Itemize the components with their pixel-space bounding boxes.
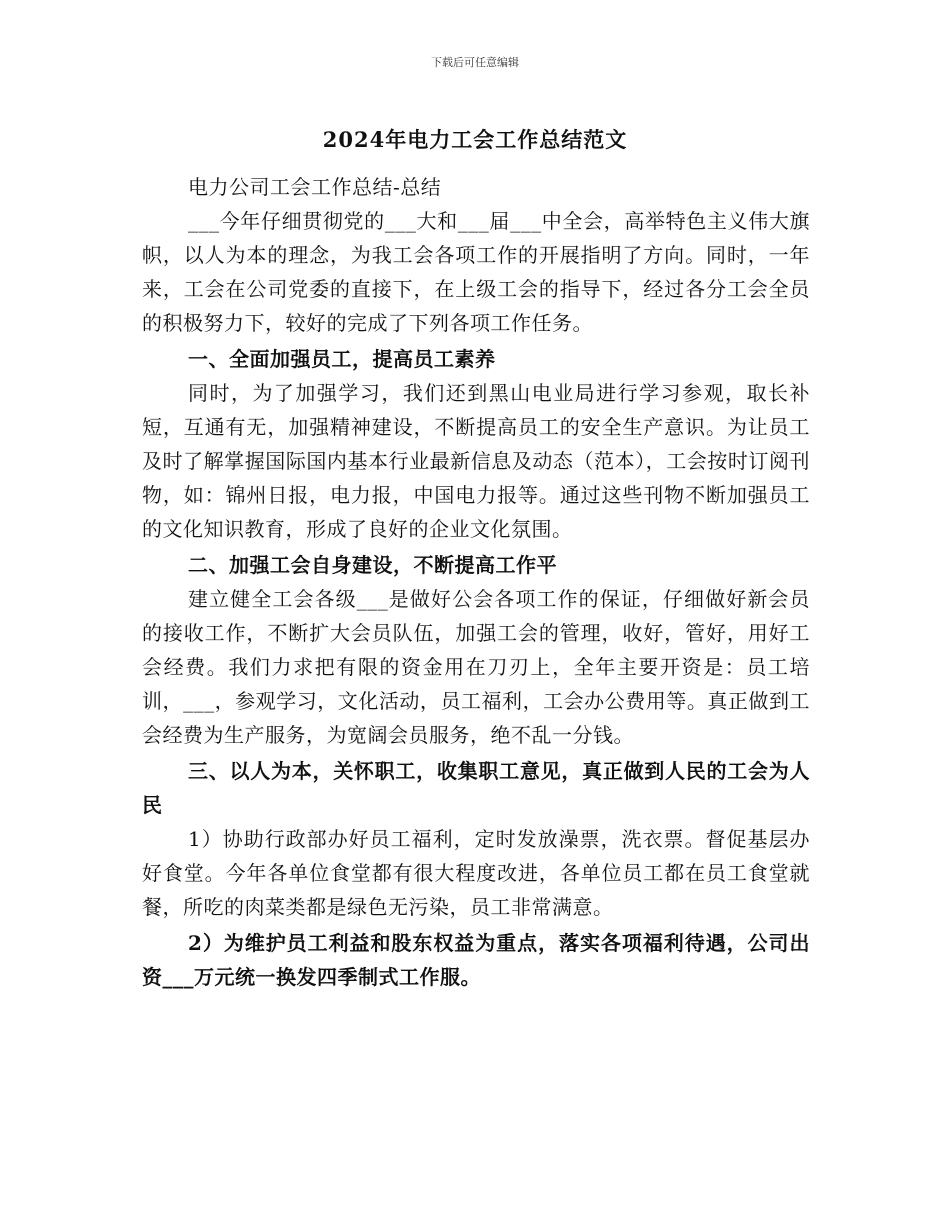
section-heading-3: 三、以人为本，关怀职工，收集职工意见，真正做到人民的工会为人民 xyxy=(142,759,810,817)
document-subtitle: 电力公司工会工作总结-总结 xyxy=(188,175,442,199)
paragraph-item-1: 1）协助行政部办好员工福利，定时发放澡票，洗衣票。督促基层办好食堂。今年各单位食堂都有很大程度改进，各单位员工都在员工食堂就餐，所吃的肉菜类都是绿色无污染，员工非常满意。 xyxy=(142,827,810,919)
document-body xyxy=(142,170,810,994)
paragraph-intro: ___今年仔细贯彻党的___大和___届___中全会，高举特色主义伟大旗帜，以人为本的理念，为我工会各项工作的开展指明了方向。同时，一年来，工会在公司党委的直接下，在上级工会的指导下，经过各分工会全员的积极努力下，较好的完成了下列各项工作任务。 xyxy=(142,209,810,335)
section-heading-1: 一、全面加强员工，提高员工素养 xyxy=(188,347,496,371)
paragraph-section-1: 同时，为了加强学习，我们还到黑山电业局进行学习参观，取长补短，互通有无，加强精神建设，不断提高员工的安全生产意识。为让员工及时了解掌握国际国内基本行业最新信息及动态（范本），工会按时订阅刊物，如：锦州日报，电力报，中国电力报等。通过这些刊物不断加强员工的文化知识教育，形成了良好的企业文化氛围。 xyxy=(142,381,810,541)
section-heading-2: 二、加强工会自身建设，不断提高工作平 xyxy=(188,553,557,577)
header-note: 下载后可任意编辑 xyxy=(431,56,519,69)
document-title: 2024年电力工会工作总结范文 xyxy=(322,127,628,152)
paragraph-item-2: 2）为维护员工利益和股东权益为重点，落实各项福利待遇，公司出资___万元统一换发四季制式工作服。 xyxy=(142,931,810,989)
paragraph-section-2: 建立健全工会各级___是做好公会各项工作的保证，仔细做好新会员的接收工作，不断扩大会员队伍，加强工会的管理，收好，管好，用好工会经费。我们力求把有限的资金用在刀刃上，全年主要开资是：员工培训，___，参观学习，文化活动，员工福利，工会办公费用等。真正做到工会经费为生产服务，为宽阔会员服务，绝不乱一分钱。 xyxy=(142,587,810,747)
